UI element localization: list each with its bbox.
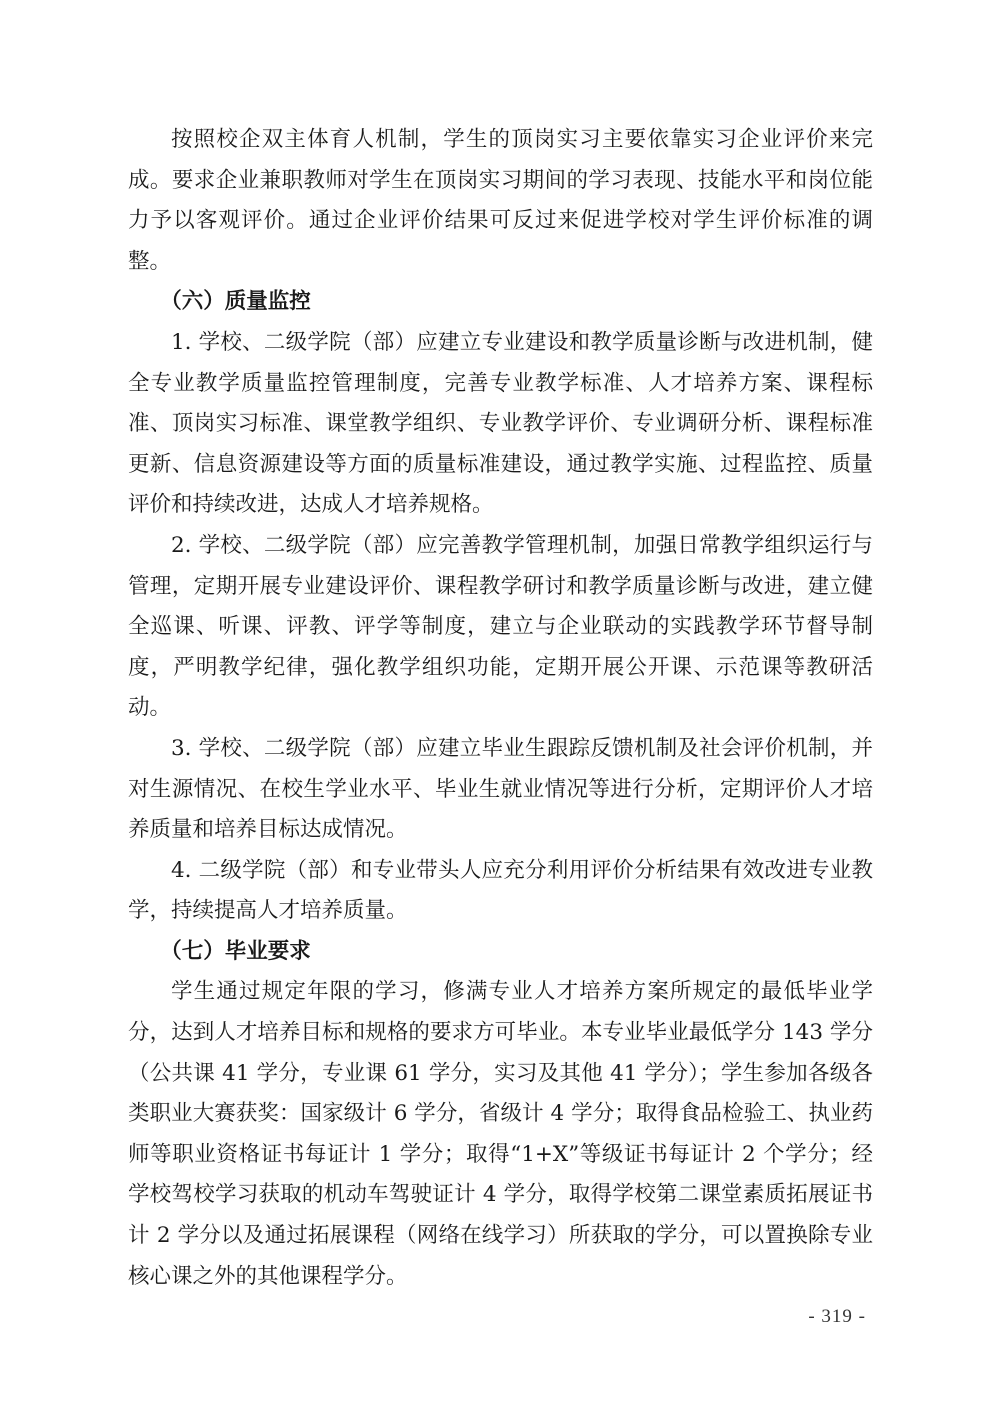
- section-heading-graduation-requirements: （七）毕业要求: [160, 938, 311, 964]
- list-item-1: 1. 学校、二级学院（部）应建立专业建设和教学质量诊断与改进机制，健全专业教学质量监控管理制度，完善专业教学标准、人才培养方案、课程标准、顶岗实习标准、课堂教学组织、专业教学评价、专业调研分析、课程标准更新、信息资源建设等方面的质量标准建设，通过教学实施、过程监控、质量评价和持续改进，达成人才培养规格。: [128, 329, 873, 518]
- page-number: - 319 -: [808, 1306, 866, 1327]
- section-heading-quality-monitoring: （六）质量监控: [160, 289, 311, 315]
- list-item-3: 3. 学校、二级学院（部）应建立毕业生跟踪反馈机制及社会评价机制，并对生源情况、在校生学业水平、毕业生就业情况等进行分析，定期评价人才培养质量和培养目标达成情况。: [128, 735, 873, 843]
- list-item-4: 4. 二级学院（部）和专业带头人应充分利用评价分析结果有效改进专业教学，持续提高人才培养质量。: [128, 857, 873, 924]
- list-item-2: 2. 学校、二级学院（部）应完善教学管理机制，加强日常教学组织运行与管理，定期开展专业建设评价、课程教学研讨和教学质量诊断与改进，建立健全巡课、听课、评教、评学等制度，建立与企业联动的实践教学环节督导制度，严明教学纪律，强化教学组织功能，定期开展公开课、示范课等教研活动。: [128, 532, 873, 721]
- body-text: [128, 120, 873, 1297]
- paragraph-graduation-credits: 学生通过规定年限的学习，修满专业人才培养方案所规定的最低毕业学分，达到人才培养目标和规格的要求方可毕业。本专业毕业最低学分 143 学分（公共课 41 学分，专业课 61 学分，实习及其他 41 学分）；学生参加各级各类职业大赛获奖：国家级计 6 学分，省级计 4 学分；取得食品检验工、执业药师等职业资格证书每证计 1 学分；取得“1+X”等级证书每证计 2 个学分；经学校驾校学习获取的机动车驾驶证计 4 学分，取得学校第二课堂素质拓展证书计 2 学分以及通过拓展课程（网络在线学习）所获取的学分，可以置换除专业核心课之外的其他课程学分。: [128, 979, 873, 1289]
- paragraph-internship-evaluation: 按照校企双主体育人机制，学生的顶岗实习主要依靠实习企业评价来完成。要求企业兼职教师对学生在顶岗实习期间的学习表现、技能水平和岗位能力予以客观评价。通过企业评价结果可反过来促进学校对学生评价标准的调整。: [128, 127, 873, 274]
